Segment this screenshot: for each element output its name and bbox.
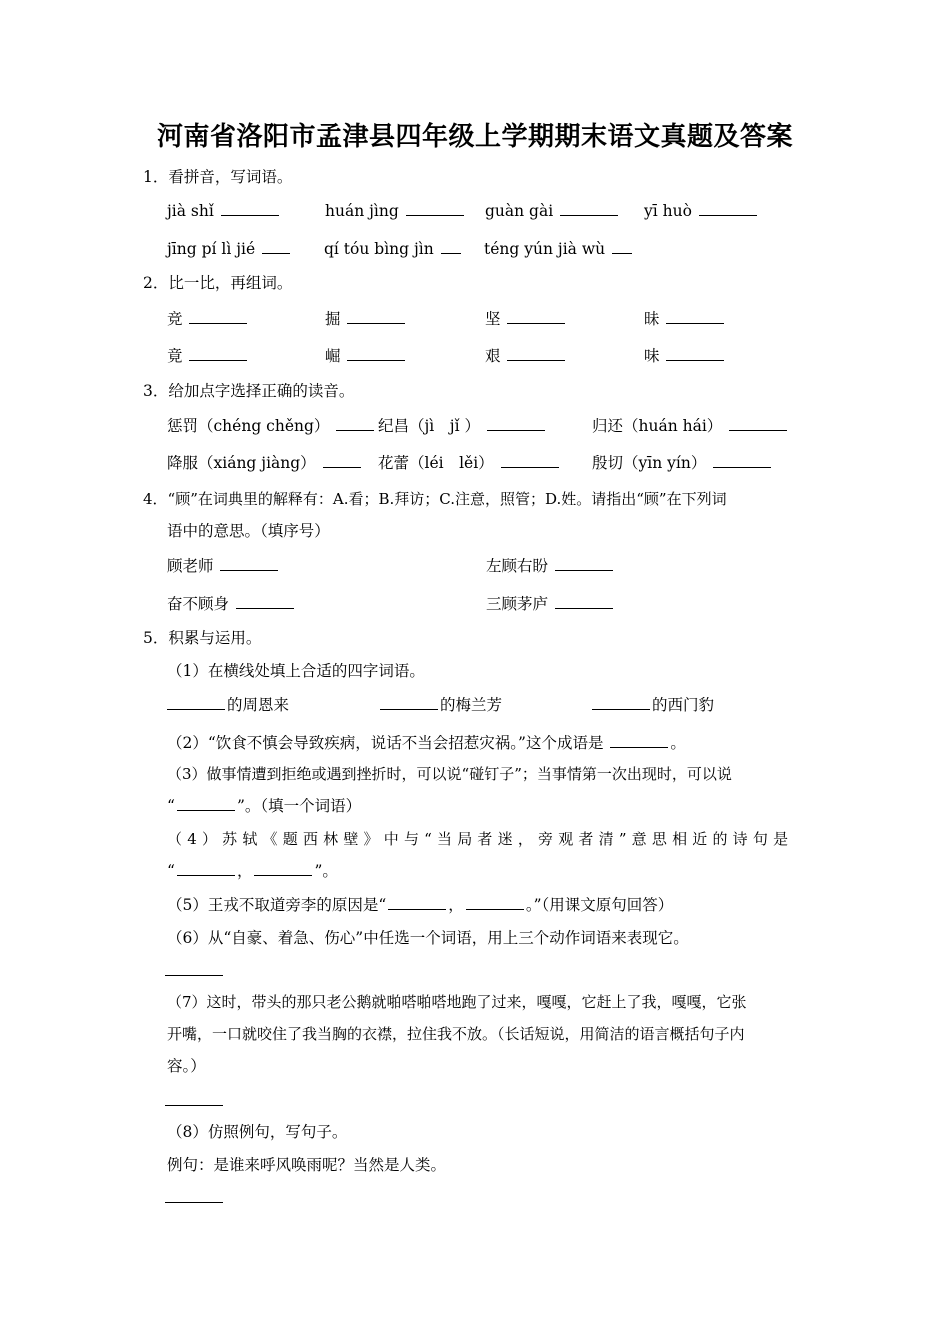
answer-blank[interactable] <box>592 695 650 710</box>
answer-blank[interactable] <box>441 239 461 254</box>
q3-item: 花蕾（léi lěi） <box>378 453 561 473</box>
question-4-text-cont: 语中的意思。（填序号） <box>167 522 330 540</box>
answer-blank[interactable] <box>236 594 294 609</box>
q4-item: 顾老师 <box>167 556 280 576</box>
page-title: 河南省洛阳市孟津县四年级上学期期末语文真题及答案 <box>156 122 793 152</box>
answer-blank[interactable] <box>167 695 225 710</box>
q5-sub1-item: 的梅兰芳 <box>378 695 502 715</box>
q3-item: 纪昌（jì jǐ ） <box>378 416 547 436</box>
q2-item: 竞 <box>167 309 249 329</box>
answer-blank[interactable] <box>380 695 438 710</box>
answer-blank[interactable] <box>699 201 757 216</box>
q5-sub1-item: 的周恩来 <box>165 695 289 715</box>
answer-blank[interactable] <box>220 556 278 571</box>
answer-blank[interactable] <box>388 895 446 910</box>
answer-blank[interactable] <box>610 733 668 748</box>
answer-blank[interactable] <box>666 309 724 324</box>
q1-item: yī huò <box>644 201 759 221</box>
answer-blank[interactable] <box>254 861 312 876</box>
q3-item: 殷切（yīn yín） <box>592 453 773 473</box>
question-5-label: 5．积累与运用。 <box>143 629 262 647</box>
q2-item: 艰 <box>485 346 567 366</box>
q2-item: 掘 <box>325 309 407 329</box>
q3-item: 归还（huán hái） <box>592 416 789 436</box>
answer-blank[interactable] <box>262 239 290 254</box>
answer-blank[interactable] <box>555 556 613 571</box>
q2-item: 竟 <box>167 346 249 366</box>
q4-item: 三顾茅庐 <box>486 594 615 614</box>
q1-item: jià shǐ <box>167 201 281 221</box>
q5-sub8: （8）仿照例句，写句子。 <box>167 1123 348 1141</box>
answer-blank[interactable] <box>347 346 405 361</box>
answer-blank[interactable] <box>347 309 405 324</box>
q5-sub4-cont: “ ， ”。 <box>167 862 338 880</box>
answer-blank[interactable] <box>406 201 464 216</box>
answer-blank[interactable] <box>177 861 235 876</box>
answer-blank[interactable] <box>466 895 524 910</box>
q5-sub7-cont: 开嘴，一口就咬住了我当胸的衣襟，拉住我不放。（长话短说，用简洁的语言概括句子内 <box>167 1025 745 1043</box>
answer-blank[interactable] <box>501 453 559 468</box>
q5-sub7: （7）这时，带头的那只老公鹅就啪嗒啪嗒地跑了过来，嘎嘎，它赶上了我，嘎嘎，它张 <box>167 993 747 1011</box>
answer-blank[interactable] <box>666 346 724 361</box>
answer-blank[interactable] <box>713 453 771 468</box>
q5-sub3: （3）做事情遭到拒绝或遇到挫折时，可以说“碰钉子”；当事情第一次出现时，可以说 <box>167 765 732 783</box>
q2-item: 昧 <box>644 309 726 329</box>
q1-item: jīng pí lì jié <box>167 239 292 259</box>
question-2-label: 2．比一比，再组词。 <box>143 274 293 292</box>
question-3-label: 3．给加点字选择正确的读音。 <box>143 382 355 400</box>
q3-item: 降服（xiáng jiàng） <box>167 453 363 473</box>
q5-sub8-example: 例句：是谁来呼风唤雨呢？当然是人类。 <box>167 1156 447 1174</box>
q1-item: téng yún jià wù <box>484 239 634 259</box>
q5-sub2: （2）“饮食不慎会导致疾病，说话不当会招惹灾祸。”这个成语是 。 <box>167 734 686 752</box>
q4-item: 奋不顾身 <box>167 594 296 614</box>
answer-blank[interactable] <box>612 239 632 254</box>
answer-blank[interactable] <box>336 416 374 431</box>
answer-blank[interactable] <box>189 346 247 361</box>
answer-blank[interactable] <box>560 201 618 216</box>
answer-line[interactable] <box>165 1105 223 1106</box>
answer-blank[interactable] <box>487 416 545 431</box>
q5-sub4: （4）苏轼《题西林壁》中与“当局者迷，旁观者清”意思相近的诗句是 <box>167 830 794 848</box>
q5-sub1: （1）在横线处填上合适的四字词语。 <box>167 662 425 680</box>
answer-blank[interactable] <box>507 346 565 361</box>
answer-blank[interactable] <box>507 309 565 324</box>
answer-blank[interactable] <box>221 201 279 216</box>
answer-blank[interactable] <box>729 416 787 431</box>
q5-sub5: （5）王戎不取道旁李的原因是“ ， 。”（用课文原句回答） <box>167 896 674 914</box>
q5-sub3-cont: “ ”。（填一个词语） <box>167 797 362 815</box>
answer-line[interactable] <box>165 1202 223 1203</box>
q2-item: 味 <box>644 346 726 366</box>
q5-sub6: （6）从“自豪、着急、伤心”中任选一个词语，用上三个动作词语来表现它。 <box>167 929 689 947</box>
q1-item: qí tóu bìng jìn <box>324 239 463 259</box>
q2-item: 坚 <box>485 309 567 329</box>
answer-blank[interactable] <box>177 796 235 811</box>
q2-item: 崛 <box>325 346 407 366</box>
q3-item: 惩罚（chéng chěng） <box>167 416 376 436</box>
q5-sub7-cont: 容。） <box>167 1057 206 1075</box>
q4-item: 左顾右盼 <box>486 556 615 576</box>
question-4-text: 4．“顾”在词典里的解释有：A.看；B.拜访；C.注意，照管；D.姓。请指出“顾”在下列词 <box>143 490 727 508</box>
answer-blank[interactable] <box>189 309 247 324</box>
question-1-label: 1．看拼音，写词语。 <box>143 168 293 186</box>
answer-blank[interactable] <box>323 453 361 468</box>
q1-item: guàn gài <box>485 201 620 221</box>
q1-item: huán jìng <box>325 201 466 221</box>
answer-blank[interactable] <box>555 594 613 609</box>
answer-line[interactable] <box>165 975 223 976</box>
q5-sub1-item: 的西门豹 <box>590 695 714 715</box>
